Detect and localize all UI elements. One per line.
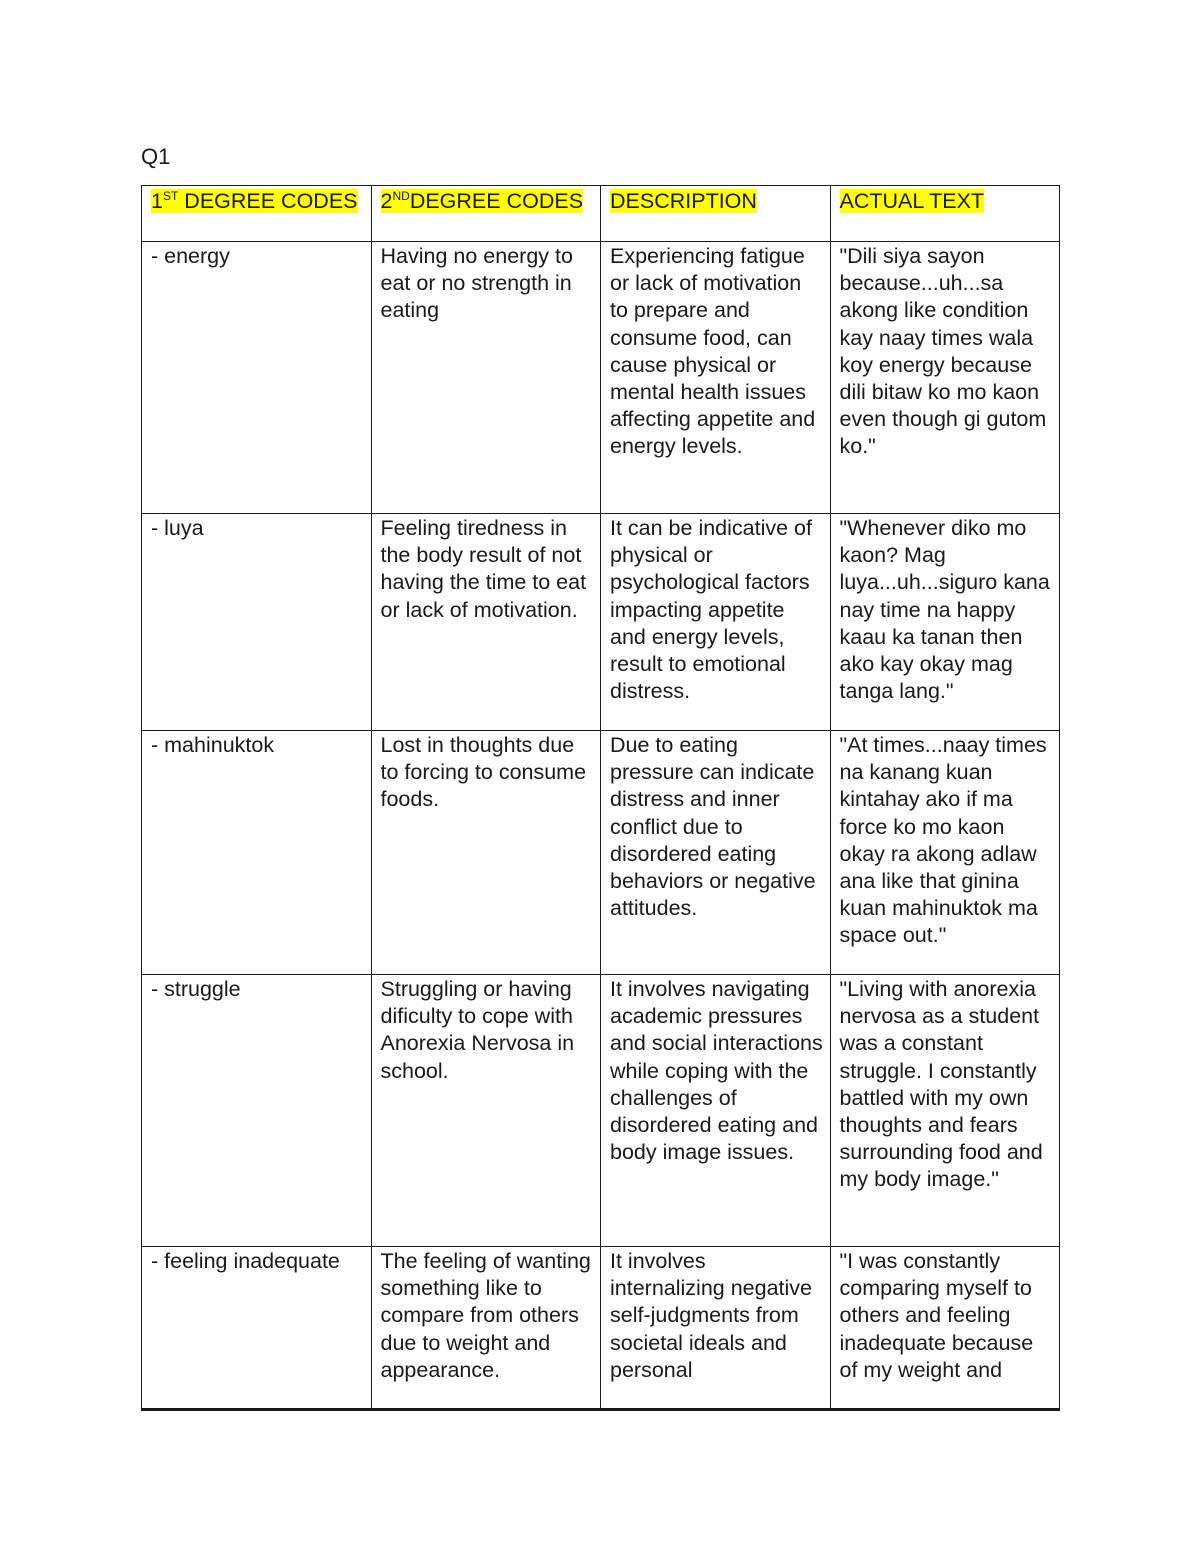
second-degree-code-cell: The feeling of wanting something like to compare from others due to weight and appearance.: [371, 1247, 601, 1410]
first-degree-code-cell: - energy: [142, 242, 372, 514]
description-cell: It involves navigating academic pressures and social interactions while coping with the challenges of disordered eating and body image issues.: [601, 975, 831, 1247]
description-cell: It can be indicative of physical or psychological factors impacting appetite and energy levels, result to emotional distress.: [601, 514, 831, 731]
second-degree-code-cell: Lost in thoughts due to forcing to consume foods.: [371, 731, 601, 975]
second-degree-code-cell: Struggling or having dificulty to cope with Anorexia Nervosa in school.: [371, 975, 601, 1247]
actual-text-cell: "Living with anorexia nervosa as a student was a constant struggle. I constantly battled with my own thoughts and fears surrounding food and my body image.": [830, 975, 1060, 1247]
table-row: [142, 1247, 1060, 1410]
header-description: DESCRIPTION: [601, 186, 831, 242]
description-cell: It involves internalizing negative self-judgments from societal ideals and personal: [601, 1247, 831, 1410]
actual-text-cell: "Whenever diko mo kaon? Mag luya...uh...siguro kana nay time na happy kaau ka tanan then ako kay okay mag tanga lang.": [830, 514, 1060, 731]
header-second-degree-codes: 2NDDEGREE CODES: [371, 186, 601, 242]
header-first-degree-codes: 1ST DEGREE CODES: [142, 186, 372, 242]
second-degree-code-cell: Having no energy to eat or no strength in eating: [371, 242, 601, 514]
table-row: [142, 242, 1060, 514]
table-header-row: [142, 186, 1060, 242]
first-degree-code-cell: - struggle: [142, 975, 372, 1247]
first-degree-code-cell: - feeling inadequate: [142, 1247, 372, 1410]
description-cell: Experiencing fatigue or lack of motivation to prepare and consume food, can cause physical or mental health issues affecting appetite and energy levels.: [601, 242, 831, 514]
second-degree-code-cell: Feeling tiredness in the body result of not having the time to eat or lack of motivation.: [371, 514, 601, 731]
coding-table: [141, 185, 1060, 1411]
table-row: [142, 514, 1060, 731]
first-degree-code-cell: - luya: [142, 514, 372, 731]
first-degree-code-cell: - mahinuktok: [142, 731, 372, 975]
page-label: Q1: [141, 144, 171, 169]
table-row: [142, 731, 1060, 975]
actual-text-cell: "I was constantly comparing myself to others and feeling inadequate because of my weight and: [830, 1247, 1060, 1410]
header-actual-text: ACTUAL TEXT: [830, 186, 1060, 242]
table-row: [142, 975, 1060, 1247]
actual-text-cell: "At times...naay times na kanang kuan kintahay ako if ma force ko mo kaon okay ra akong adlaw ana like that ginina kuan mahinuktok ma space out.": [830, 731, 1060, 975]
description-cell: Due to eating pressure can indicate distress and inner conflict due to disordered eating behaviors or negative attitudes.: [601, 731, 831, 975]
actual-text-cell: "Dili siya sayon because...uh...sa akong like condition kay naay times wala koy energy because dili bitaw ko mo kaon even though gi gutom ko.": [830, 242, 1060, 514]
